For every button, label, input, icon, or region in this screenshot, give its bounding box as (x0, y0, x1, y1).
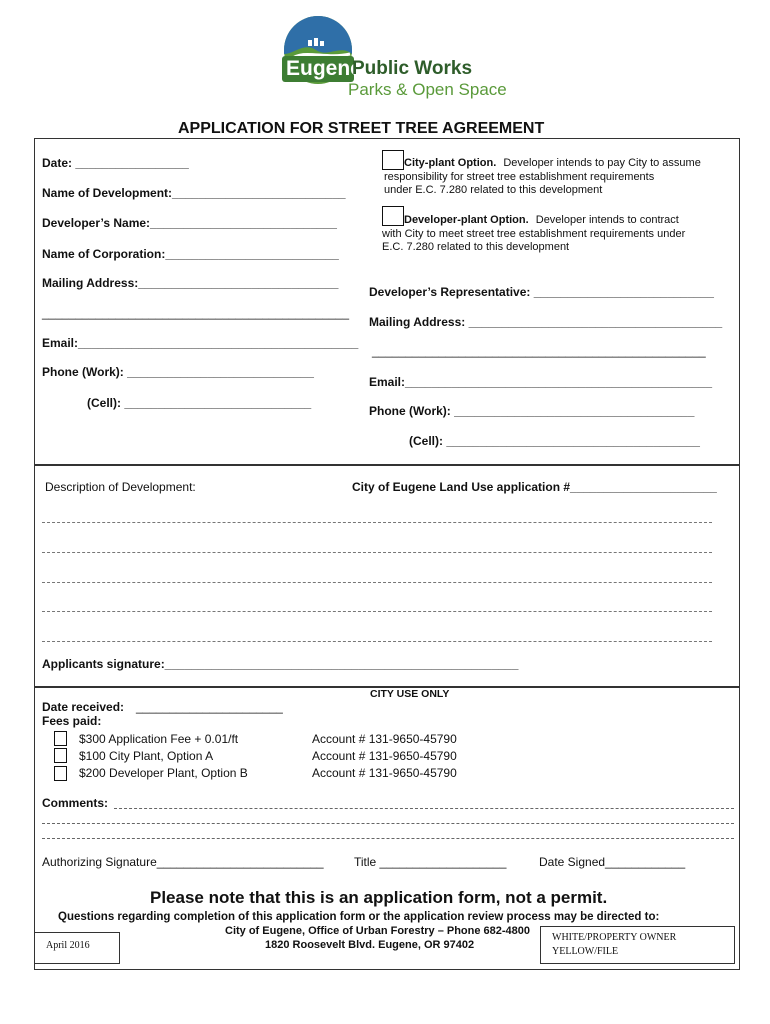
city-plant-option (404, 157, 701, 169)
developer-plant-heading: Developer-plant Option. (404, 214, 529, 226)
date-signed-field[interactable]: Date Signed____________ (539, 855, 686, 869)
developer-plant-line1: Developer intends to contract (535, 214, 679, 226)
description-section-box (34, 464, 740, 688)
description-line-4[interactable] (42, 611, 712, 612)
comments-label: Comments: (42, 796, 109, 810)
description-line-2[interactable] (42, 552, 712, 553)
date-received-field[interactable]: ______________________ (136, 700, 283, 714)
logo-eugene-text: Eugene (286, 57, 362, 80)
applicant-signature-field[interactable]: Applicants signature:_____________________________________________________ (42, 657, 519, 671)
office-contact: City of Eugene, Office of Urban Forestry – Phone 682-4800 (225, 925, 531, 937)
city-plant-line1: Developer intends to pay City to assume (503, 157, 701, 169)
not-a-permit-note: Please note that this is an application form, not a permit. (150, 888, 608, 907)
description-label: Description of Development: (45, 480, 196, 494)
description-line-3[interactable] (42, 582, 712, 583)
developer-plant-option (404, 214, 679, 226)
developer-plant-checkbox[interactable] (382, 206, 404, 226)
fee-city-plant-checkbox[interactable] (54, 748, 67, 763)
rep-email-field[interactable]: Email:______________________________________________ (369, 375, 713, 389)
land-use-application-field[interactable]: City of Eugene Land Use application #______________________ (352, 480, 717, 494)
revision-date: April 2016 (46, 940, 90, 951)
development-name-field[interactable]: Name of Development:__________________________ (42, 186, 346, 200)
phone-work-field[interactable]: Phone (Work): ____________________________ (42, 365, 314, 379)
developer-plant-line3: E.C. 7.280 related to this development (382, 241, 570, 253)
developer-plant-line2: with City to meet street tree establishment requirements under (382, 228, 686, 240)
title-field[interactable]: Title ___________________ (354, 855, 507, 869)
comments-line-3[interactable] (42, 838, 734, 839)
date-field[interactable]: Date: _________________ (42, 156, 189, 170)
city-plant-heading: City-plant Option. (404, 157, 497, 169)
date-received-label: Date received: (42, 700, 125, 714)
fee-developer-plant-account: Account # 131-9650-45790 (312, 766, 457, 780)
logo-public-works-text: Public Works (352, 58, 473, 79)
phone-cell-field[interactable]: (Cell): ____________________________ (87, 396, 312, 410)
city-plant-line3: under E.C. 7.280 related to this development (384, 184, 603, 196)
rep-mailing-address-line2[interactable]: __________________________________________________ (372, 344, 706, 358)
email-field[interactable]: Email:__________________________________________ (42, 336, 359, 350)
corporation-name-field[interactable]: Name of Corporation:__________________________ (42, 247, 339, 261)
comments-line-1[interactable] (114, 808, 734, 809)
rep-phone-cell-field[interactable]: (Cell): ______________________________________ (409, 434, 700, 448)
description-line-1[interactable] (42, 522, 712, 523)
fee-developer-plant-label: $200 Developer Plant, Option B (79, 766, 248, 780)
fee-developer-plant-checkbox[interactable] (54, 766, 67, 781)
copy-distribution-line2: YELLOW/FILE (552, 946, 619, 957)
rep-mailing-address-field[interactable]: Mailing Address: ______________________________________ (369, 315, 723, 329)
office-address: 1820 Roosevelt Blvd. Eugene, OR 97402 (265, 939, 475, 951)
city-use-heading: CITY USE ONLY (370, 688, 450, 700)
description-line-5[interactable] (42, 641, 712, 642)
fee-application-account: Account # 131-9650-45790 (312, 732, 457, 746)
rep-phone-work-field[interactable]: Phone (Work): ____________________________________ (369, 404, 695, 418)
representative-field[interactable]: Developer’s Representative: ___________________________ (369, 285, 714, 299)
copy-distribution-line1: WHITE/PROPERTY OWNER (552, 932, 677, 943)
fee-city-plant-label: $100 City Plant, Option A (79, 749, 214, 763)
fee-application-checkbox[interactable] (54, 731, 67, 746)
fee-application-label: $300 Application Fee + 0.01/ft (79, 732, 239, 746)
city-plant-line2: responsibility for street tree establishment requirements (384, 171, 655, 183)
eugene-public-works-logo (280, 14, 510, 100)
logo-parks-text: Parks & Open Space (348, 80, 507, 99)
form-title: APPLICATION FOR STREET TREE AGREEMENT (178, 120, 545, 137)
authorizing-signature-field[interactable]: Authorizing Signature_________________________ (42, 855, 324, 869)
questions-text: Questions regarding completion of this application form or the application review process may be directed to: (58, 911, 660, 923)
mailing-address-field[interactable]: Mailing Address:______________________________ (42, 276, 339, 290)
developer-name-field[interactable]: Developer’s Name:____________________________ (42, 216, 337, 230)
comments-line-2[interactable] (42, 823, 734, 824)
city-plant-checkbox[interactable] (382, 150, 404, 170)
mailing-address-line2[interactable]: ______________________________________________ (42, 306, 349, 320)
fee-city-plant-account: Account # 131-9650-45790 (312, 749, 457, 763)
fees-paid-label: Fees paid: (42, 714, 102, 728)
